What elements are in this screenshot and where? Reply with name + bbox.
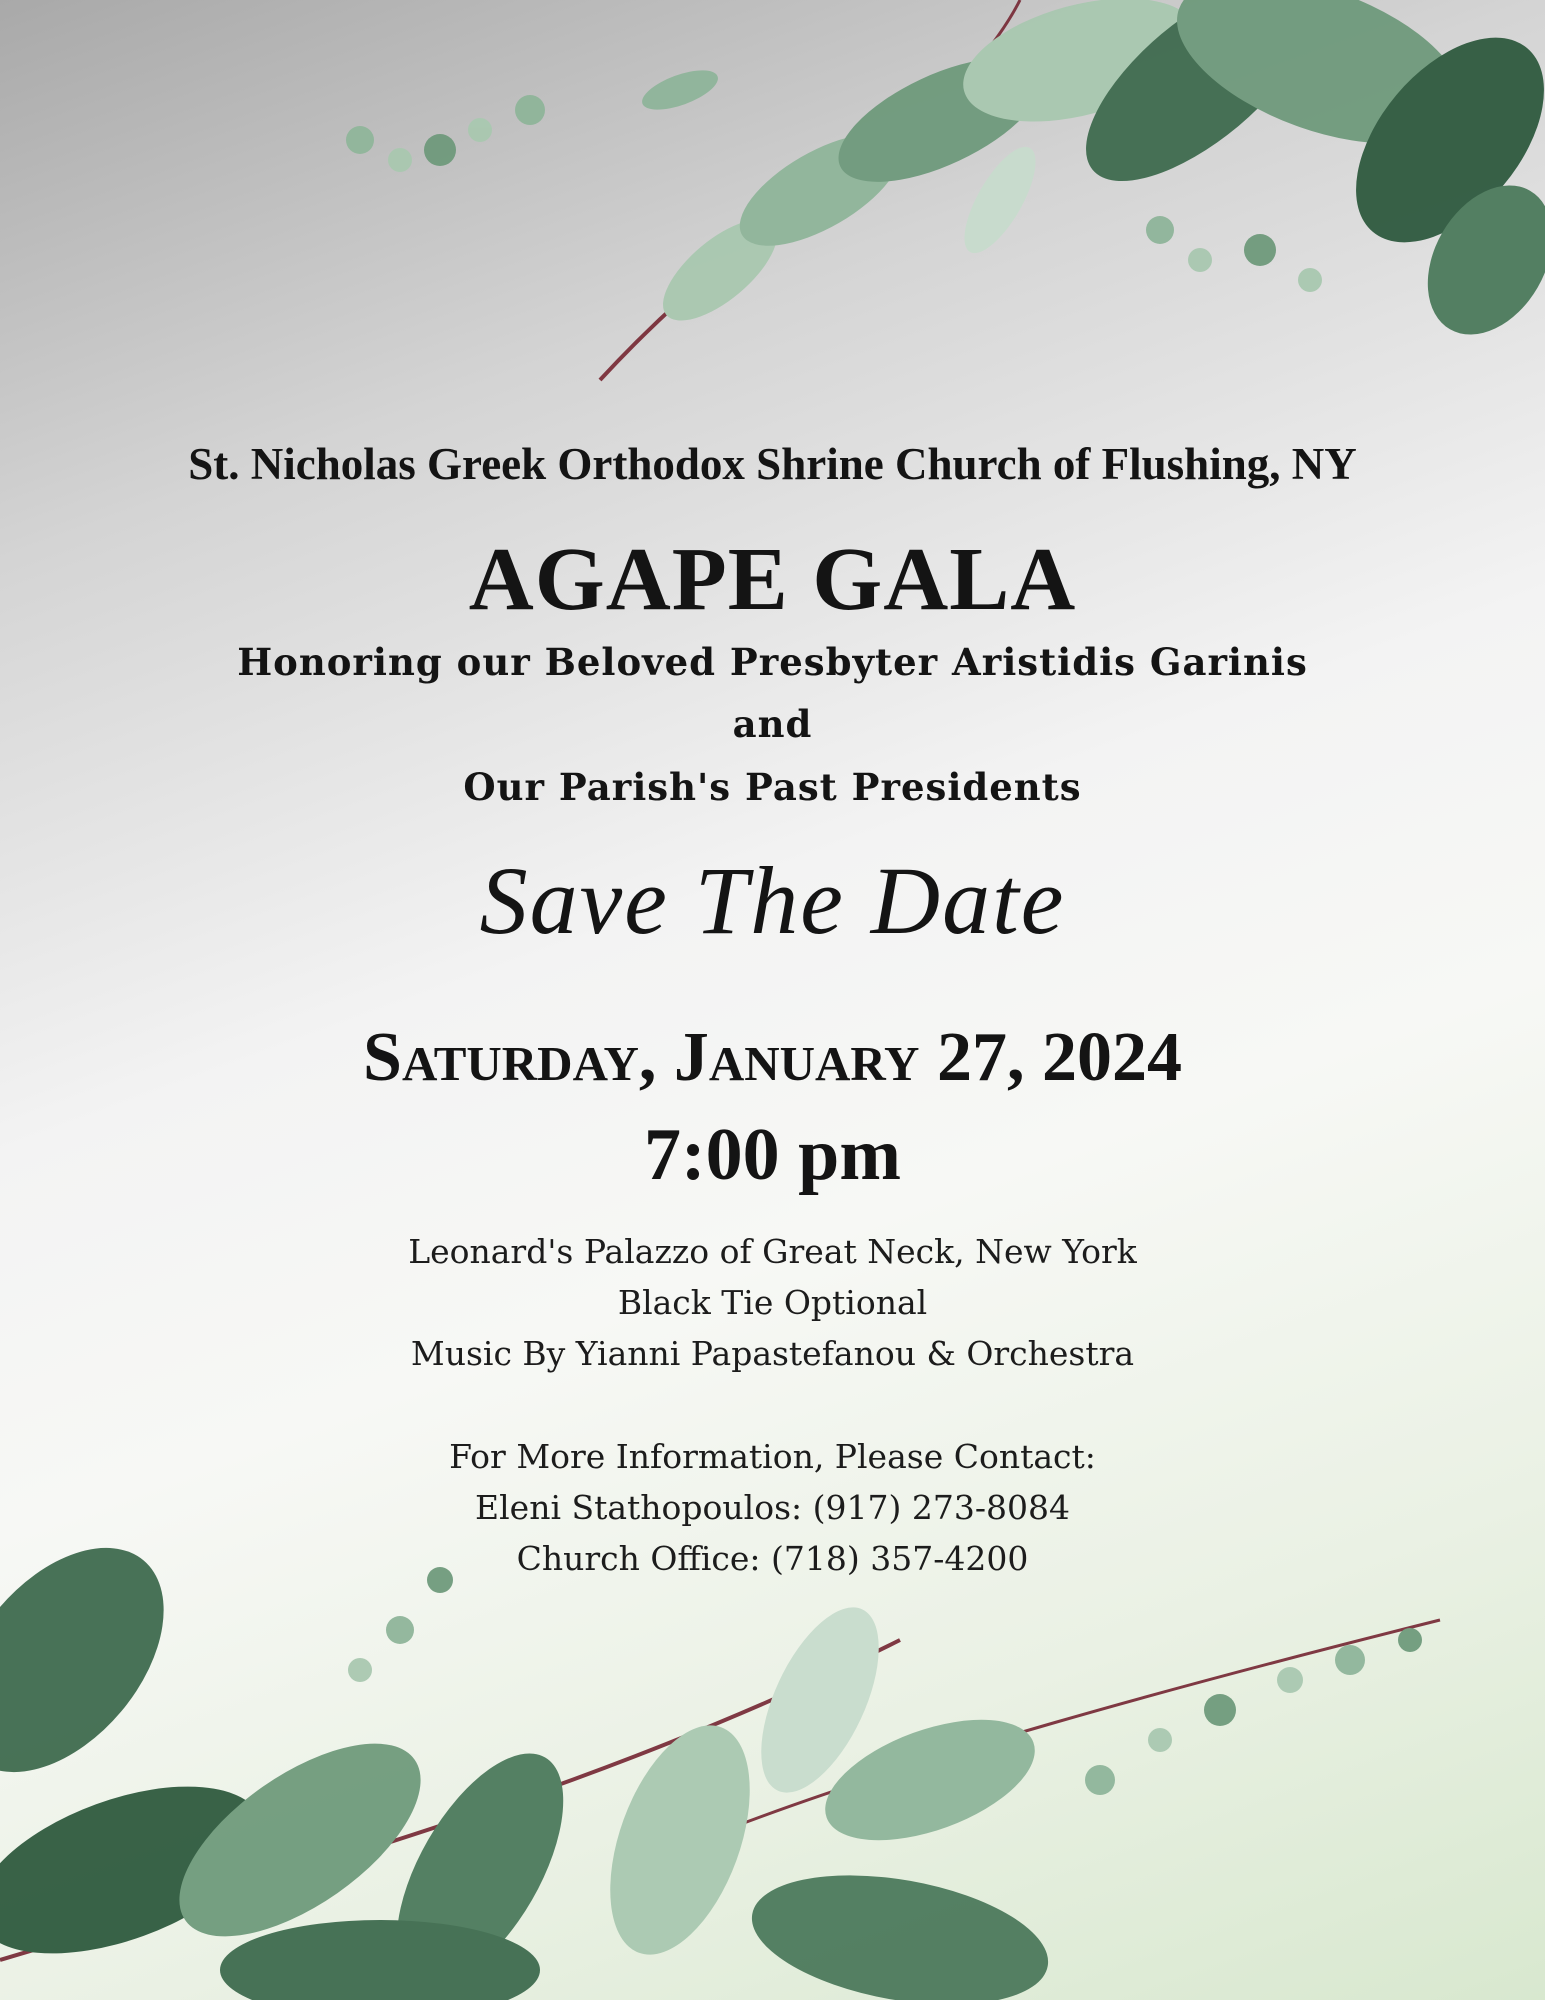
contact-heading: For More Information, Please Contact: xyxy=(449,1437,1096,1476)
church-office-line: Church Office: (718) 357-4200 xyxy=(516,1539,1029,1578)
church-name: St. Nicholas Greek Orthodox Shrine Church of Flushing, NY xyxy=(188,439,1357,489)
event-title: AGAPE GALA xyxy=(468,530,1077,629)
conjunction-text: and xyxy=(732,702,813,746)
event-date: Saturday, January 27, 2024 xyxy=(363,1019,1182,1096)
past-presidents-line: Our Parish's Past Presidents xyxy=(463,765,1082,809)
dress-code-line: Black Tie Optional xyxy=(617,1283,928,1322)
music-line: Music By Yianni Papastefanou & Orchestra xyxy=(410,1334,1135,1373)
contact-person-line: Eleni Stathopoulos: (917) 273-8084 xyxy=(475,1488,1070,1527)
save-the-date-script: Save The Date xyxy=(479,847,1066,954)
eucalyptus-leaves-top-decoration xyxy=(300,0,1545,400)
event-time: 7:00 pm xyxy=(644,1114,901,1196)
eucalyptus-leaves-bottom-decoration xyxy=(0,1540,1545,2000)
honoring-line: Honoring our Beloved Presbyter Aristidis Garinis xyxy=(237,640,1308,684)
venue-line: Leonard's Palazzo of Great Neck, New York xyxy=(408,1232,1137,1271)
